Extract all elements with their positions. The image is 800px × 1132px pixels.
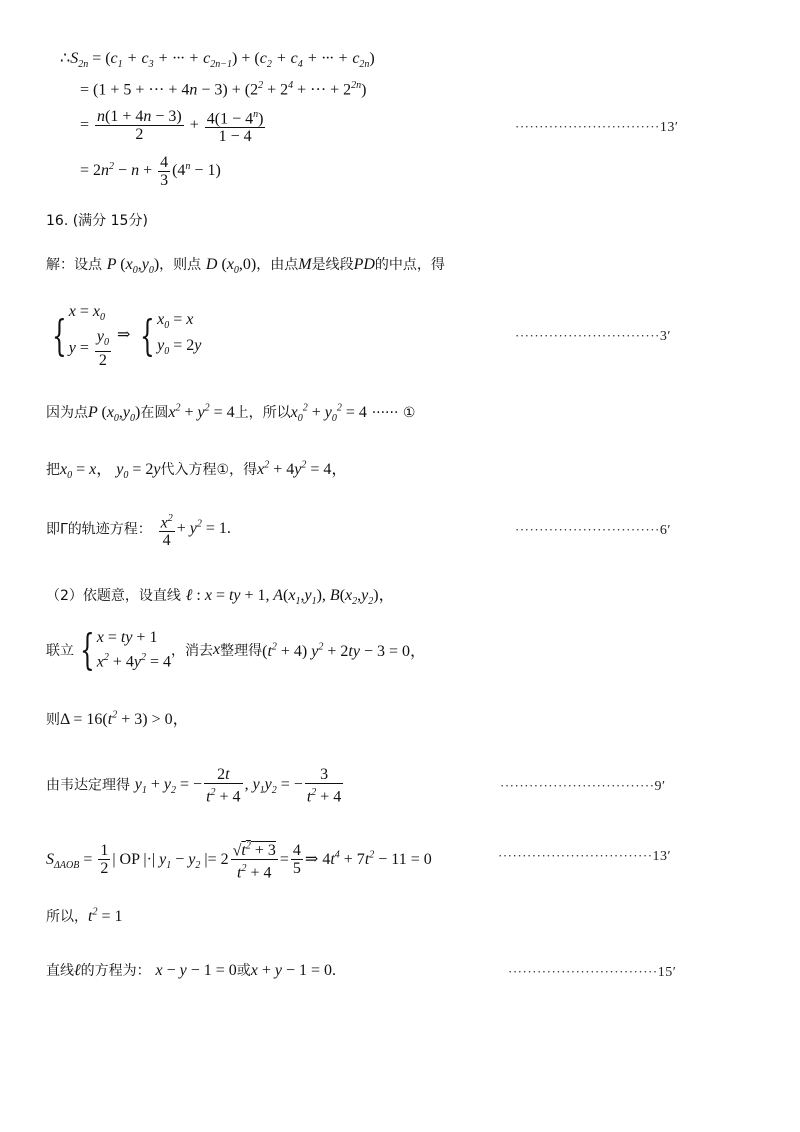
score-13b: 13′ bbox=[652, 849, 672, 864]
score-dots-9: ································9′ bbox=[500, 778, 666, 794]
sum-line-1: $\therefore S_{2n} = (c_1 + c_3$ + ··· + $c_{2n-1}) + (c_2 + c_4$ + ··· + $c_{2n}$) bbox=[60, 50, 375, 71]
q16-part2-intro: （2）依题意，设直线 ℓ : x = ty + 1, $A(x_1,y_1)$, $B(x_2,y_2)$， bbox=[46, 587, 395, 608]
score-dots-3: ······························3′ bbox=[515, 328, 671, 344]
q16-heading: 16. (满分 15分) bbox=[46, 213, 148, 229]
score-13a: 13′ bbox=[659, 120, 679, 135]
sum-line-3: = $\frac{n(1 + 4n - 3)}{2}$ + $\frac{4(1 - 4^n)}{1 - 4}$ bbox=[80, 106, 267, 145]
q16-circle-line: 因为点P $(x_0,y_0)$在圆$x^2 + y^2 = 4$上，所以$x_0^2 + y_0^2 = 4$ ······ ① bbox=[46, 402, 416, 425]
q16-delta-line: 则$\Delta = 16(t^2 + 3) > 0$， bbox=[46, 709, 189, 728]
score-dots-6: ······························6′ bbox=[515, 522, 671, 538]
q16-simultaneous-line: 联立 { x = ty + 1 $x^2 + 4y^2 = 4$ ，消去x整理得$(t^2 + 4) y^2 + 2ty - 3 = 0$， bbox=[46, 625, 427, 675]
q16-therefore-line: 所以，$t^2 = 1$ bbox=[46, 906, 123, 925]
score-9: 9′ bbox=[654, 779, 666, 794]
score-dots-13a: ······························13′ bbox=[515, 119, 679, 135]
score-dots-15: ·······························15′ bbox=[508, 964, 677, 980]
q16-area-line: $S_{\Delta AOB}$ = $\frac{1}{2}$ | OP |·| $y_1 - y_2$ |= 2 $\frac{√t^2 + 3}{t^2 + 4}$ = $\frac{4}{5}$ ⇒ $4t^4 + 7t^2 - 11 = 0$ bbox=[46, 838, 432, 882]
q16-system-1: { $x = x_0$ y = $\frac{y_0}{2}$ ⇒ { $x_0 = x$ $y_0 = 2y$ bbox=[52, 303, 202, 370]
score-3: 3′ bbox=[659, 329, 671, 344]
q16-trajectory-line: 即Γ的轨迹方程： $\frac{x^2}{4}$ + $y^2 = 1$. bbox=[46, 510, 231, 549]
q16-line-equation: 直线ℓ的方程为： x − y − 1 = 0或x + y − 1 = 0. bbox=[46, 962, 337, 979]
score-dots-13b: ································13′ bbox=[498, 848, 672, 864]
score-15: 15′ bbox=[657, 965, 677, 980]
q16-intro: 解：设点 P $(x_0,y_0)$，则点 D $(x_0,0)$，由点M是线段PD的中点，得 bbox=[46, 256, 445, 277]
sum-line-4: = $2n^2 - n$ + $\frac{4}{3}$ $(4^n - 1)$ bbox=[80, 154, 221, 189]
q16-vieta-line: 由韦达定理得 $y_1 + y_2$ = − $\frac{2t}{t^2 + 4}$ , $y_1y_2$ = − $\frac{3}{t^2 + 4}$ bbox=[46, 766, 342, 806]
score-6: 6′ bbox=[659, 523, 671, 538]
sum-line-2: = (1 + 5 + ··· + $4n - 3) + (2^2 + 2^4$ + ··· + $2^{2n}$) bbox=[80, 80, 367, 99]
q16-substitute-line: 把$x_0 = x$， $y_0 = 2y$代入方程①，得$x^2 + 4y^2 = 4$， bbox=[46, 459, 348, 482]
therefore-symbol: ∴ bbox=[60, 50, 71, 67]
